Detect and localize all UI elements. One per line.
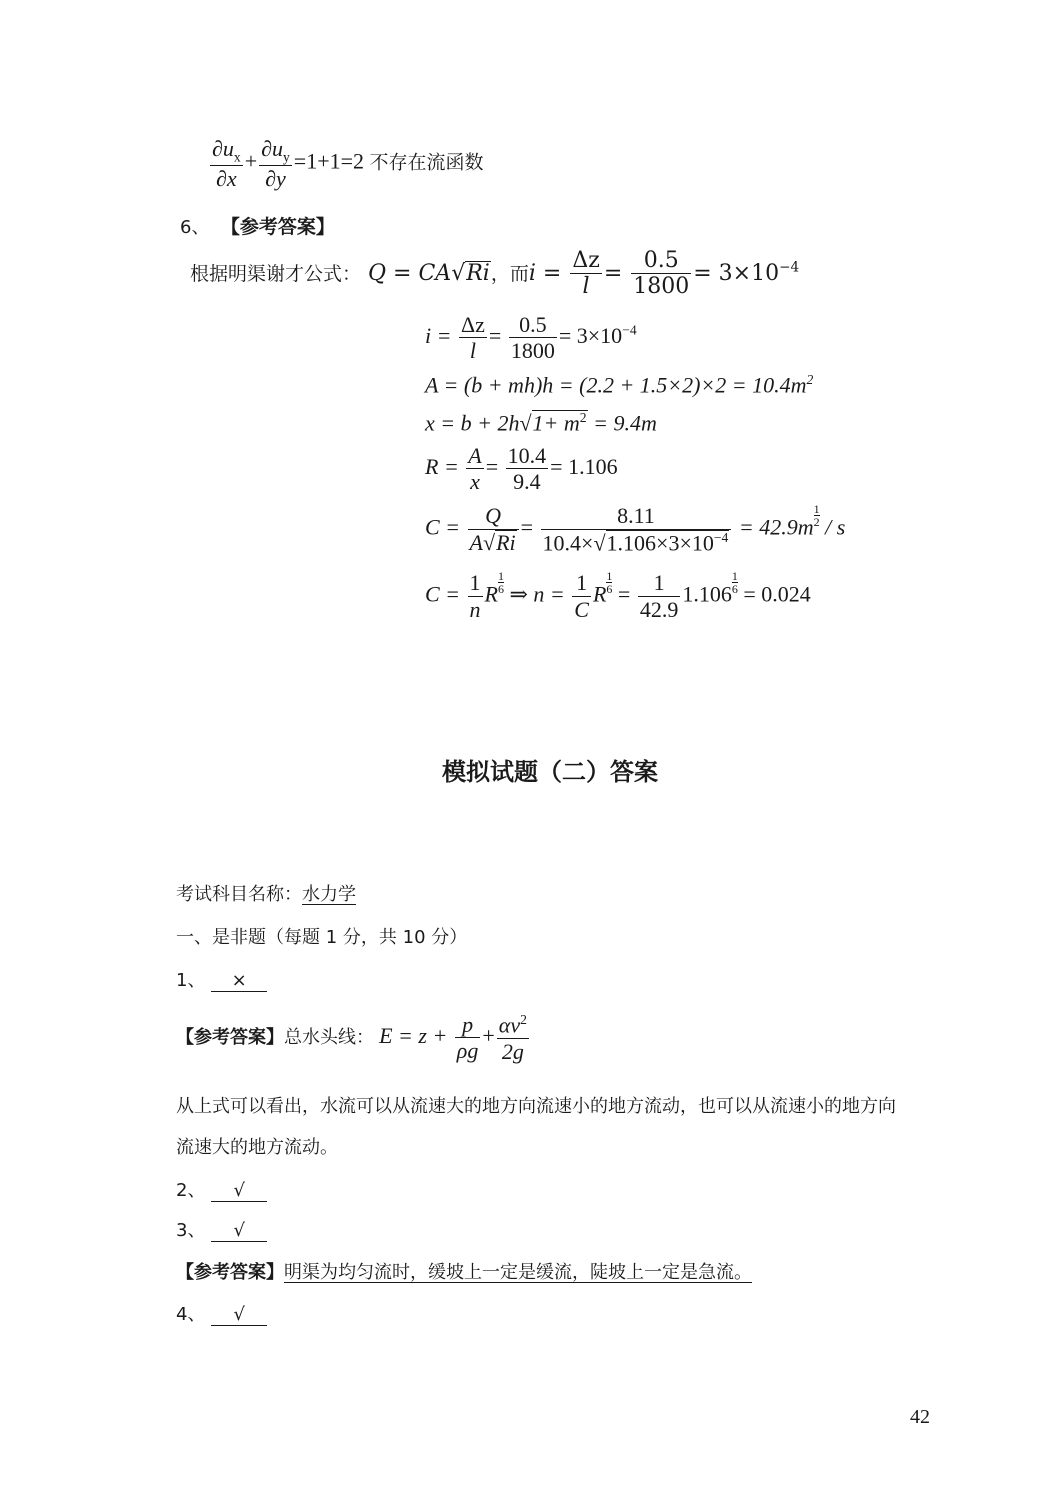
answer-item-2: 2、 √	[176, 1176, 267, 1202]
chezy-formula-line: 根据明渠谢才公式： Q = CA√Ri，而i = $\frac{\Delta z}{l}$ = $\frac{0.5}{1800}$ = $3\times 10^{-4}$	[190, 248, 800, 300]
no-stream-function-note: 不存在流函数	[369, 151, 484, 174]
answer-item-3: 3、 √	[176, 1216, 267, 1242]
ref-answer-total-head: 【参考答案】总水头线： E = z + $\frac{p}{\rho g}$ + $\frac{\alpha v^2}{2g}$	[176, 1012, 527, 1064]
exam-subject: 考试科目名称：水力学	[176, 884, 356, 905]
page-number: 42	[910, 1406, 930, 1428]
explanation-line-1: 从上式可以看出，水流可以从流速大的地方向流速小的地方流动，也可以从流速小的地方向	[176, 1096, 896, 1117]
explanation-line-2: 流速大的地方流动。	[176, 1137, 338, 1158]
part-one-heading: 一、是非题（每题 1 分，共 10 分）	[176, 927, 468, 948]
calc-line-area: $A = (b + mh)h = (2.2 + 1.5\times 2)\times 2 = 10.4m^2$	[425, 372, 814, 398]
answer-item-4: 4、 √	[176, 1300, 267, 1326]
question-6-heading: 6、 【参考答案】	[180, 216, 335, 238]
calc-line-slope: i = $\frac{\Delta z}{l}$ = $\frac{0.5}{1800}$ = $3\times 10^{-4}$	[425, 312, 637, 364]
partial-uy-fraction: $\frac{\partial u_y}{\partial y}$	[261, 136, 290, 192]
divergence-equation: $\frac{\partial u_x}{\partial x}$ + $\frac{\partial u_y}{\partial y}$ =1+1=2 不存在流函数	[212, 136, 484, 192]
calc-line-wetted-perimeter: $x = b + 2h√1+ m^2 = 9.4m$	[425, 410, 657, 436]
partial-ux-fraction: $\frac{\partial u_x}{\partial x}$	[212, 136, 241, 192]
calc-line-chezy-coefficient: C = $\frac{Q}{A√Ri}$ = $\frac{8.11}{10.4\times√1.106\times 3\times 10^{-4}}$ = 42.9m $\frac{1}{2}$ / s	[425, 502, 846, 555]
answer-item-1: 1、 ×	[176, 966, 267, 992]
ref-answer-open-channel: 【参考答案】明渠为均匀流时，缓坡上一定是缓流，陡坡上一定是急流。	[176, 1262, 752, 1283]
calc-line-hydraulic-radius: R = $\frac{A}{x}$ = $\frac{10.4}{9.4}$ = 1.106	[425, 443, 618, 495]
calc-line-manning-n: C = $\frac{1}{n}$ R $\frac{1}{6}$ ⇒ n = $\frac{1}{C}$ R $\frac{1}{6}$ = $\frac{1}{42.9}$ 1.106 $\frac{1}{6}$ = 0.024	[425, 569, 811, 622]
section-title: 模拟试题（二）答案	[442, 758, 658, 786]
